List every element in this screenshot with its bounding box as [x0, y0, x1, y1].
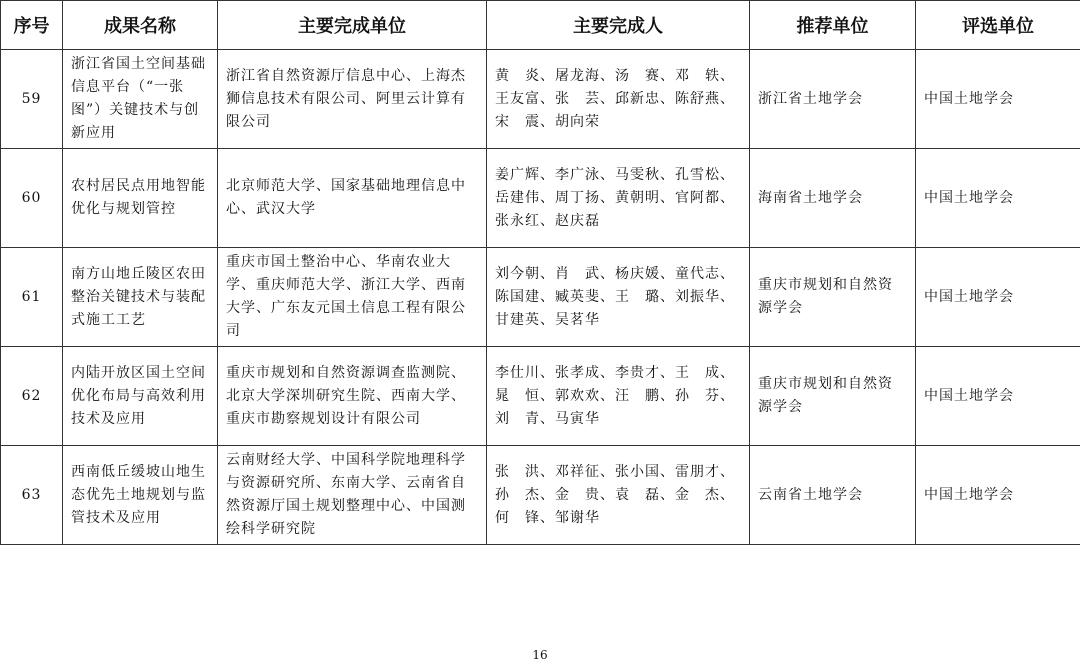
cell-selector: 中国土地学会	[916, 347, 1080, 446]
cell-no: 59	[1, 50, 63, 149]
cell-selector: 中国土地学会	[916, 149, 1080, 248]
header-selector: 评选单位	[916, 1, 1080, 50]
table-row	[1, 149, 1080, 248]
cell-recommender: 重庆市规划和自然资源学会	[750, 347, 916, 446]
cell-recommender: 重庆市规划和自然资源学会	[750, 248, 916, 347]
cell-achievement-name: 内陆开放区国土空间优化布局与高效利用技术及应用	[63, 347, 218, 446]
header-main-units: 主要完成单位	[218, 1, 487, 50]
cell-main-people: 姜广辉、李广泳、马雯秋、孔雪松、岳建伟、周丁扬、黄朝明、官阿都、张永红、赵庆磊	[487, 149, 750, 248]
cell-main-units: 北京师范大学、国家基础地理信息中心、武汉大学	[218, 149, 487, 248]
table-header-row	[1, 1, 1080, 50]
header-main-people: 主要完成人	[487, 1, 750, 50]
cell-achievement-name: 西南低丘缓坡山地生态优先土地规划与监管技术及应用	[63, 446, 218, 545]
cell-recommender: 海南省土地学会	[750, 149, 916, 248]
table-row	[1, 248, 1080, 347]
cell-achievement-name: 农村居民点用地智能优化与规划管控	[63, 149, 218, 248]
header-no: 序号	[1, 1, 63, 50]
table-row	[1, 347, 1080, 446]
table-row	[1, 50, 1080, 149]
header-achievement-name: 成果名称	[63, 1, 218, 50]
cell-achievement-name: 南方山地丘陵区农田整治关键技术与装配式施工工艺	[63, 248, 218, 347]
cell-main-people: 黄 炎、屠龙海、汤 赛、邓 轶、王友富、张 芸、邱新忠、陈舒燕、宋 震、胡向荣	[487, 50, 750, 149]
cell-recommender: 云南省土地学会	[750, 446, 916, 545]
cell-achievement-name: 浙江省国土空间基础信息平台（“一张图”）关键技术与创新应用	[63, 50, 218, 149]
cell-main-units: 重庆市国土整治中心、华南农业大学、重庆师范大学、浙江大学、西南大学、广东友元国土信息工程有限公司	[218, 248, 487, 347]
page-number: 16	[532, 648, 548, 662]
cell-selector: 中国土地学会	[916, 248, 1080, 347]
cell-main-units: 浙江省自然资源厅信息中心、上海杰狮信息技术有限公司、阿里云计算有限公司	[218, 50, 487, 149]
cell-main-people: 刘今朝、肖 武、杨庆媛、童代志、陈国建、臧英斐、王 璐、刘振华、甘建英、吴茗华	[487, 248, 750, 347]
cell-no: 63	[1, 446, 63, 545]
cell-selector: 中国土地学会	[916, 50, 1080, 149]
cell-no: 61	[1, 248, 63, 347]
cell-selector: 中国土地学会	[916, 446, 1080, 545]
cell-main-units: 重庆市规划和自然资源调查监测院、北京大学深圳研究生院、西南大学、重庆市勘察规划设计有限公司	[218, 347, 487, 446]
cell-no: 60	[1, 149, 63, 248]
cell-no: 62	[1, 347, 63, 446]
cell-main-units: 云南财经大学、中国科学院地理科学与资源研究所、东南大学、云南省自然资源厅国土规划整理中心、中国测绘科学研究院	[218, 446, 487, 545]
cell-recommender: 浙江省土地学会	[750, 50, 916, 149]
header-recommender: 推荐单位	[750, 1, 916, 50]
cell-main-people: 张 洪、邓祥征、张小国、雷朋才、孙 杰、金 贵、袁 磊、金 杰、何 锋、邹谢华	[487, 446, 750, 545]
cell-main-people: 李仕川、张孝成、李贵才、王 成、晁 恒、郭欢欢、汪 鹏、孙 芬、刘 青、马寅华	[487, 347, 750, 446]
table-row	[1, 446, 1080, 545]
